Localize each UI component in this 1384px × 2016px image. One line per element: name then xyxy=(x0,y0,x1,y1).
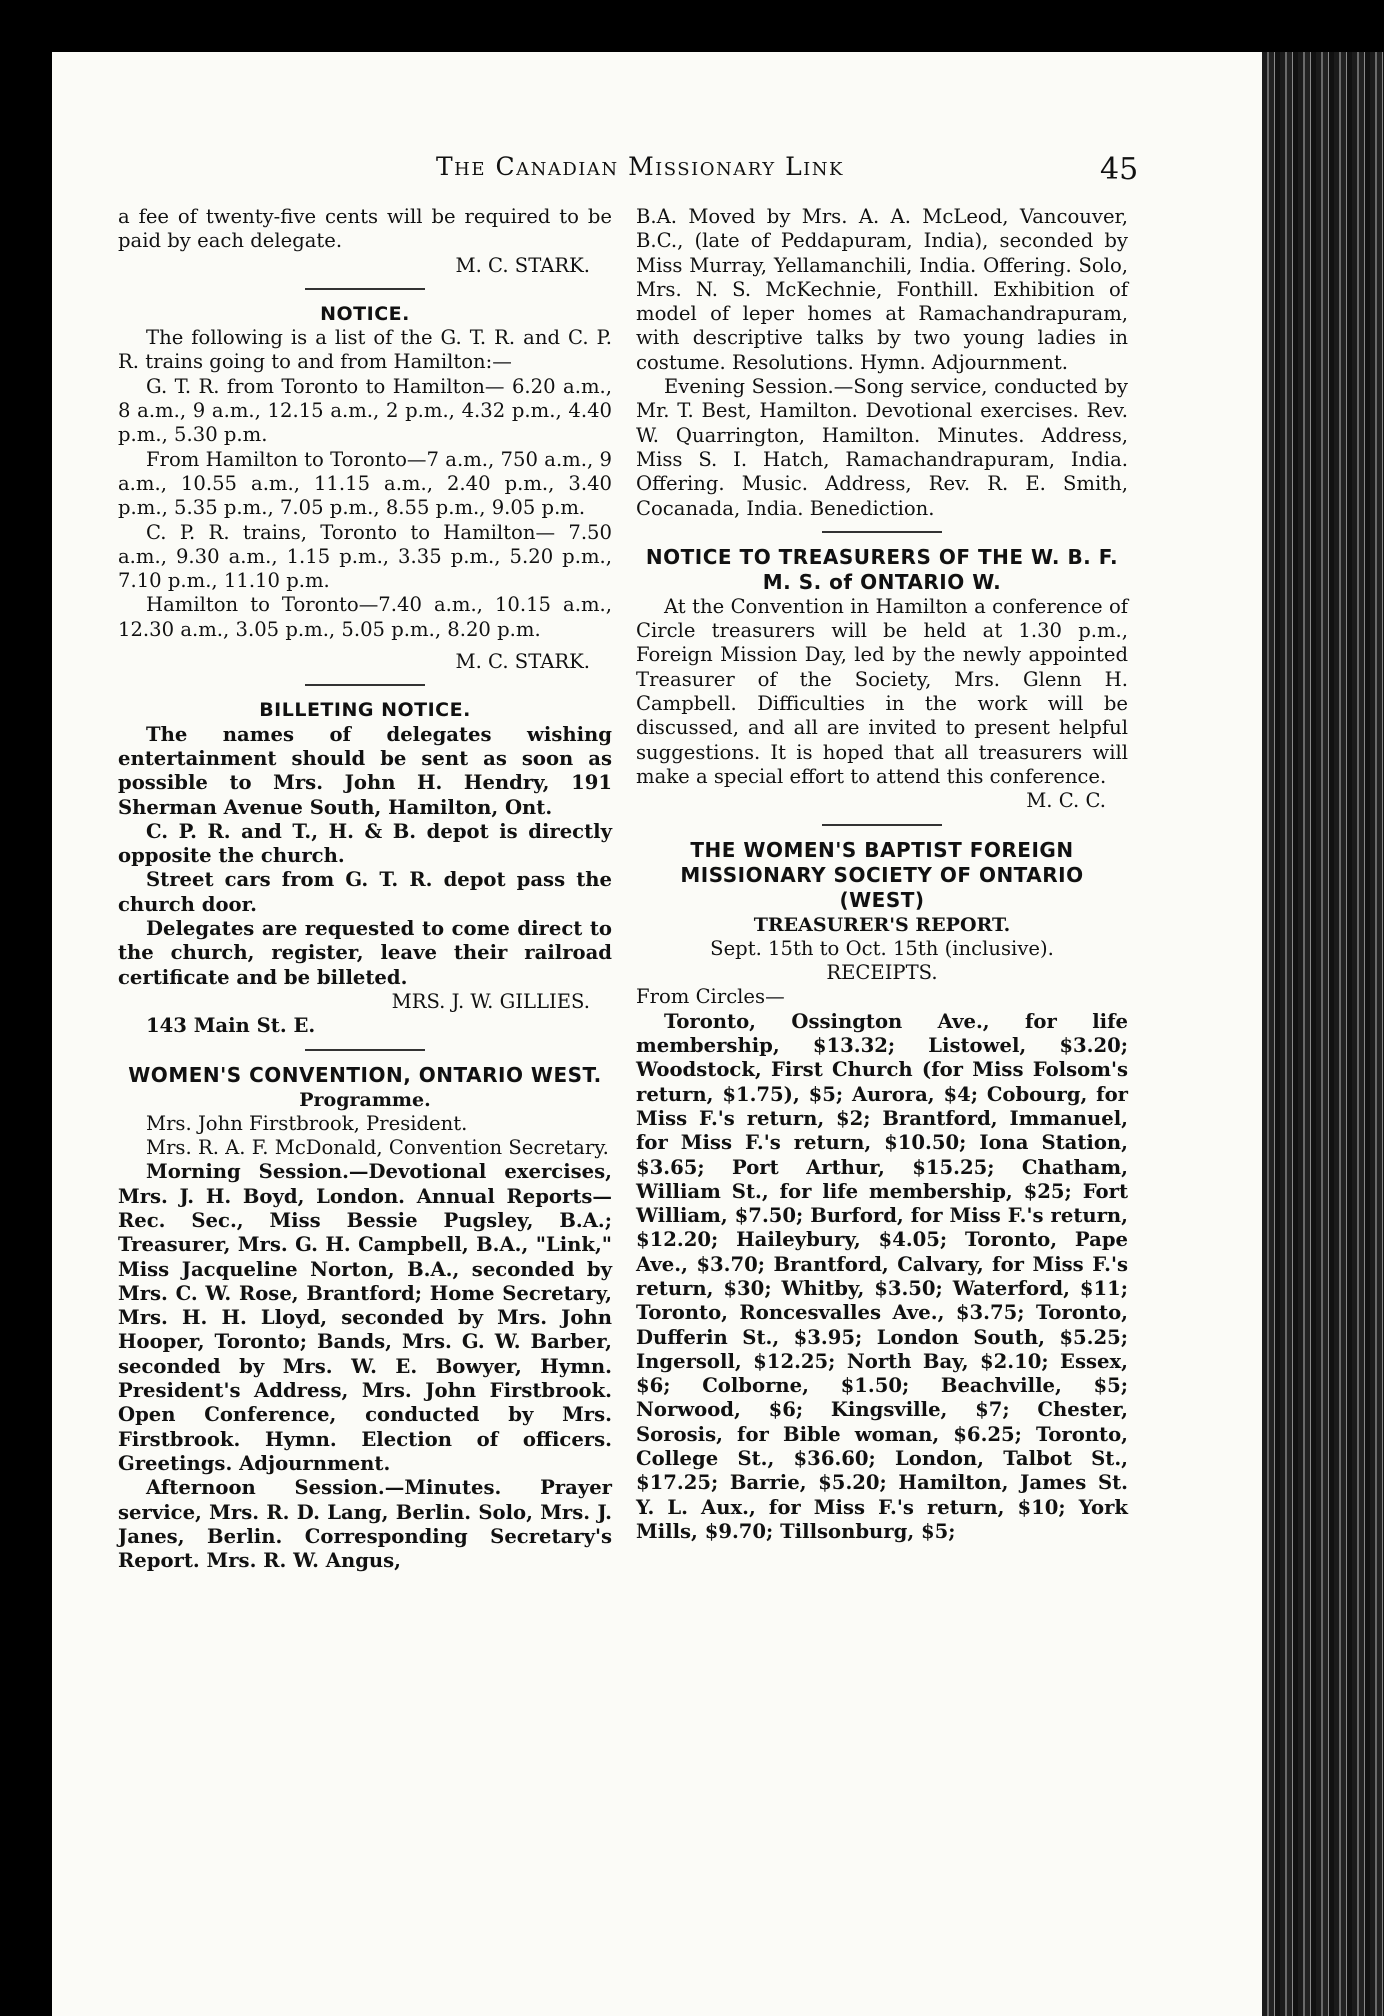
billeting-paragraph: C. P. R. and T., H. & B. depot is directly opposite the church. xyxy=(118,819,612,868)
programme-continued: B.A. Moved by Mrs. A. A. McLeod, Vancouver, B.C., (late of Peddapuram, India), seconded by Miss Murray, Yellamanchili, India. Offering. Solo, Mrs. N. S. McKechnie, Fonthill. Exhibition of model of leper homes at Ramachandrapuram, with descriptive talks by two young ladies in costume. Resolutions. Hymn. Adjournment. xyxy=(636,205,1128,374)
intro-paragraph: a fee of twenty-five cents will be required to be paid by each delegate. xyxy=(118,205,612,253)
notice-paragraph: C. P. R. trains, Toronto to Hamilton— 7.50 a.m., 9.30 a.m., 1.15 p.m., 3.35 p.m., 5.20 p.m., 7.10 p.m., 11.10 p.m. xyxy=(118,520,612,593)
programme-continued: Evening Session.—Song service, conducted by Mr. T. Best, Hamilton. Devotional exercises. Rev. W. Quarrington, Hamilton. Minutes. Address, Miss S. I. Hatch, Ramachandrapuram, India. Offering. Music. Address, Rev. R. E. Smith, Cocanada, India. Benediction. xyxy=(636,375,1128,520)
convention-paragraph: Mrs. R. A. F. McDonald, Convention Secretary. xyxy=(146,1136,609,1160)
notice-paragraph: From Hamilton to Toronto—7 a.m., 750 a.m., 9 a.m., 10.55 a.m., 11.15 a.m., 2.40 p.m., 3.40 p.m., 5.35 p.m., 7.05 p.m., 8.55 p.m., 9.05 p.m. xyxy=(118,447,612,520)
address-gillies: 143 Main St. E. xyxy=(146,1014,316,1038)
billeting-heading: BILLETING NOTICE. xyxy=(259,699,471,722)
society-heading: THE WOMEN'S BAPTIST FOREIGN MISSIONARY SOCIETY OF ONTARIO (WEST) xyxy=(680,837,1084,912)
divider xyxy=(822,824,942,826)
receipts-list: Toronto, Ossington Ave., for life membership, $13.32; Listowel, $3.20; Woodstock, First Church (for Miss Folsom's return, $1.75), $5; Aurora, $4; Cobourg, for Miss F.'s return, $2; Brantford, Immanuel, for Miss F.'s return, $10.50; Iona Station, $3.65; Port Arthur, $15.25; Chatham, William St., for life membership, $25; Fort William, $7.50; Burford, for Miss F.'s return, $12.20; Haileybury, $4.05; Toronto, Pape Ave., $3.70; Brantford, Calvary, for Miss F.'s return, $30; Whitby, $3.50; Waterford, $11; Toronto, Roncesvalles Ave., $3.75; Toronto, Dufferin St., $3.95; London South, $5.25; Ingersoll, $12.25; North Bay, $2.10; Essex, $6; Colborne, $1.50; Beachville, $5; Norwood, $6; Kingsville, $7; Chester, Sorosis, for Bible woman, $6.25; Toronto, College St., $36.60; London, Talbot St., $17.25; Barrie, $5.20; Hamilton, James St. Y. L. Aux., for Miss F.'s return, $10; York Mills, $9.70; Tillsonburg, $5; xyxy=(636,1009,1128,1543)
scan-top-border xyxy=(0,0,1384,52)
notice-heading: NOTICE. xyxy=(320,302,410,325)
treasurers-paragraph: At the Convention in Hamilton a conference of Circle treasurers will be held at 1.30 p.m., Foreign Mission Day, led by the newly appointed Treasurer of the Society, Mrs. Glenn H. Campbell. Difficulties in the work will be discussed, and all are invited to present helpful suggestions. It is hoped that all treasurers will make a special effort to attend this conference. xyxy=(636,594,1128,788)
signature-gillies: MRS. J. W. GILLIES. xyxy=(391,989,590,1013)
divider xyxy=(822,531,942,533)
signature-mcc: M. C. C. xyxy=(1026,789,1106,813)
right-column xyxy=(636,205,1128,1544)
treasurers-notice-heading: NOTICE TO TREASURERS OF THE W. B. F. M. S. of ONTARIO W. xyxy=(645,544,1119,594)
page-number: 45 xyxy=(1100,152,1139,187)
notice-paragraph: G. T. R. from Toronto to Hamilton— 6.20 a.m., 8 a.m., 9 a.m., 12.15 a.m., 2 p.m., 4.32 p.m., 4.40 p.m., 5.30 p.m. xyxy=(118,374,612,447)
billeting-paragraph: The names of delegates wishing entertainment should be sent as soon as possible to Mrs. John H. Hendry, 191 Sherman Avenue South, Hamilton, Ont. xyxy=(118,722,612,819)
convention-heading: WOMEN'S CONVENTION, ONTARIO WEST. xyxy=(128,1062,602,1087)
convention-paragraph: Morning Session.—Devotional exercises, Mrs. J. H. Boyd, London. Annual Reports—Rec. Sec., Miss Bessie Pugsley, B.A.; Treasurer, Mrs. G. H. Campbell, B.A., "Link," Miss Jacqueline Norton, B.A., seconded by Mrs. C. W. Rose, Brantford; Home Secretary, Mrs. H. H. Lloyd, seconded by Mrs. John Hooper, Toronto; Bands, Mrs. G. W. Barber, seconded by Mrs. W. E. Bowyer, Hymn. President's Address, Mrs. John Firstbrook. Open Conference, conducted by Mrs. Firstbrook. Hymn. Election of officers. Greetings. Adjournment. xyxy=(118,1160,612,1475)
signature-stark: M. C. STARK. xyxy=(455,650,590,674)
receipts-heading: RECEIPTS. xyxy=(826,961,938,985)
programme-heading: Programme. xyxy=(299,1088,431,1111)
left-column xyxy=(118,205,612,1573)
convention-paragraph: Afternoon Session.—Minutes. Prayer service, Mrs. R. D. Lang, Berlin. Solo, Mrs. J. Janes, Berlin. Corresponding Secretary's Report. Mrs. R. W. Angus, xyxy=(118,1476,612,1573)
billeting-paragraph: Delegates are requested to come direct to the church, register, leave their railroad certificate and be billeted. xyxy=(118,917,612,989)
page-edge-binding xyxy=(1262,52,1384,2016)
signature-stark: M. C. STARK. xyxy=(455,253,590,277)
scan-left-border xyxy=(0,0,52,2016)
notice-paragraph: Hamilton to Toronto—7.40 a.m., 10.15 a.m., 12.30 a.m., 3.05 p.m., 5.05 p.m., 8.20 p.m. xyxy=(118,593,612,641)
from-circles-label: From Circles— xyxy=(636,985,785,1009)
divider xyxy=(305,1049,425,1051)
convention-paragraph: Mrs. John Firstbrook, President. xyxy=(146,1111,468,1135)
report-dates: Sept. 15th to Oct. 15th (inclusive). xyxy=(710,936,1054,960)
running-head: The Canadian Missionary Link xyxy=(436,152,844,181)
report-heading: TREASURER'S REPORT. xyxy=(753,913,1011,936)
notice-paragraph: The following is a list of the G. T. R. and C. P. R. trains going to and from Hamilton:— xyxy=(118,326,612,374)
divider xyxy=(305,288,425,290)
divider xyxy=(305,684,425,686)
billeting-paragraph: Street cars from G. T. R. depot pass the church door. xyxy=(118,868,612,916)
